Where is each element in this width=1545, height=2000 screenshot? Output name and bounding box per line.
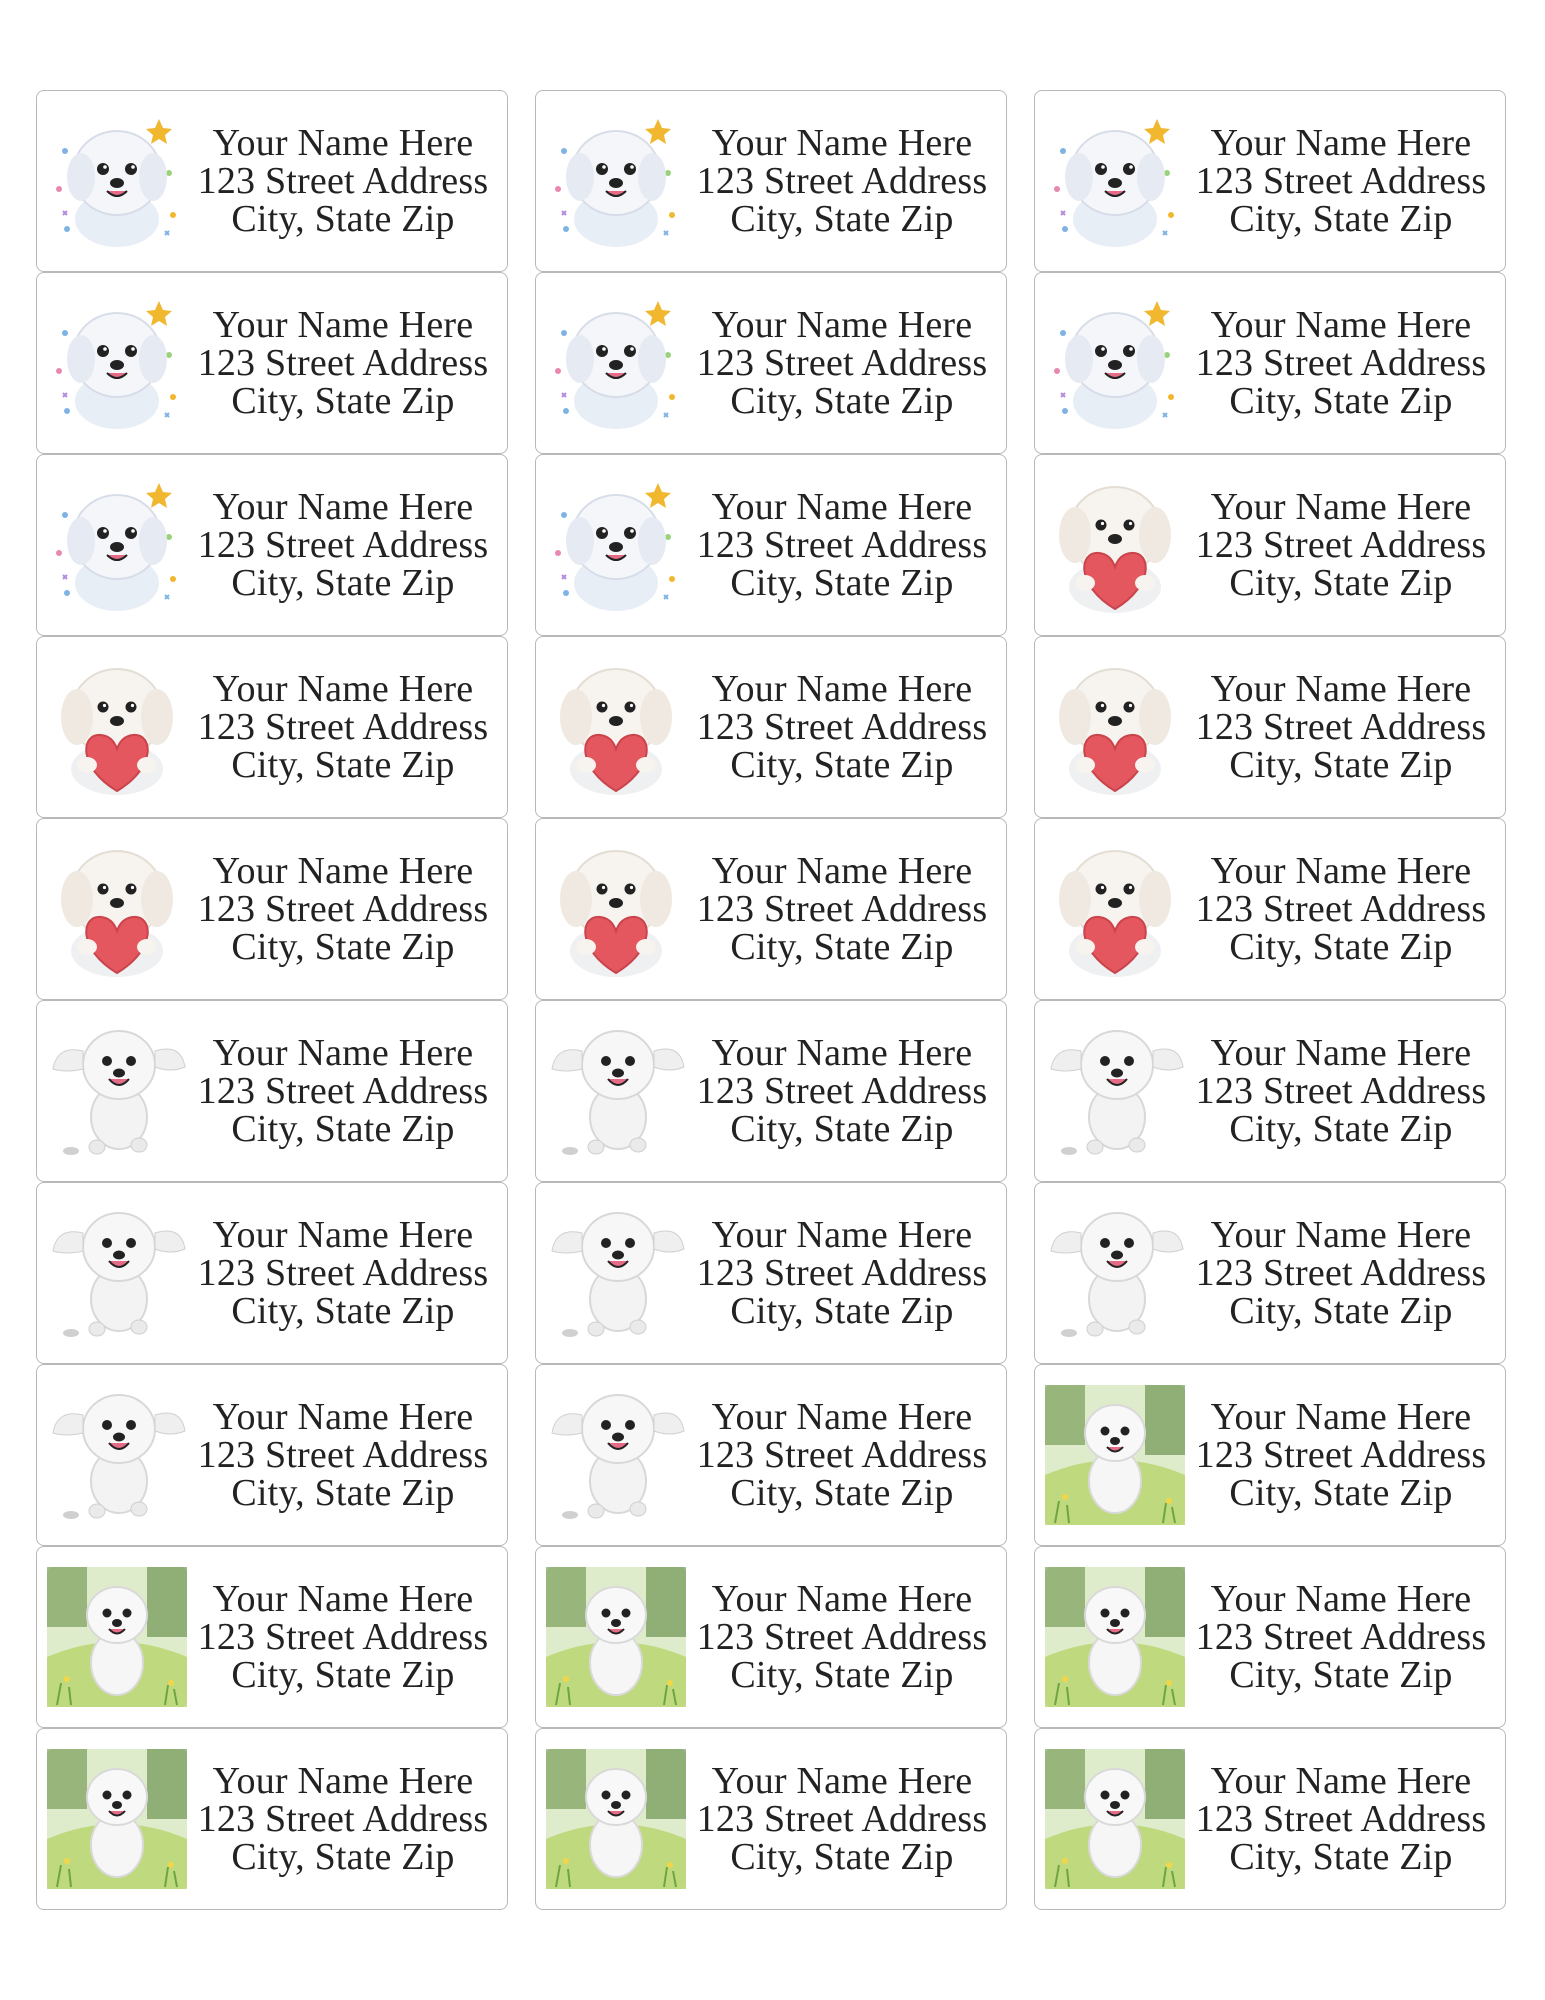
name-line: Your Name Here <box>212 668 474 710</box>
street-line: 123 Street Address <box>197 160 489 202</box>
address-label <box>1034 454 1506 636</box>
street-line: 123 Street Address <box>1195 160 1487 202</box>
name-line: Your Name Here <box>1210 1578 1472 1620</box>
name-line: Your Name Here <box>212 122 474 164</box>
city-state-zip-line: City, State Zip <box>1229 1836 1453 1878</box>
address-block <box>187 488 507 602</box>
city-state-zip-line: City, State Zip <box>730 1108 954 1150</box>
street-line: 123 Street Address <box>197 1434 489 1476</box>
name-line: Your Name Here <box>711 1032 973 1074</box>
city-state-zip-line: City, State Zip <box>1229 198 1453 240</box>
name-line: Your Name Here <box>1210 1032 1472 1074</box>
name-line: Your Name Here <box>1210 1214 1472 1256</box>
name-line: Your Name Here <box>711 486 973 528</box>
address-block <box>187 670 507 784</box>
address-block <box>1185 670 1505 784</box>
address-block <box>686 1034 1006 1148</box>
address-label <box>36 1000 508 1182</box>
address-label <box>535 90 1007 272</box>
city-state-zip-line: City, State Zip <box>231 198 455 240</box>
puppy-heart-icon <box>1045 839 1185 979</box>
puppy-confetti-icon <box>47 475 187 615</box>
name-line: Your Name Here <box>711 1760 973 1802</box>
street-line: 123 Street Address <box>1195 342 1487 384</box>
name-line: Your Name Here <box>1210 1760 1472 1802</box>
name-line: Your Name Here <box>212 304 474 346</box>
street-line: 123 Street Address <box>197 706 489 748</box>
city-state-zip-line: City, State Zip <box>730 1654 954 1696</box>
address-label <box>36 1364 508 1546</box>
city-state-zip-line: City, State Zip <box>231 1472 455 1514</box>
puppy-running-icon <box>1045 1203 1185 1343</box>
puppy-meadow-icon <box>1045 1567 1185 1707</box>
address-block <box>1185 124 1505 238</box>
puppy-heart-icon <box>1045 475 1185 615</box>
street-line: 123 Street Address <box>696 1434 988 1476</box>
street-line: 123 Street Address <box>696 1070 988 1112</box>
address-block <box>1185 488 1505 602</box>
puppy-meadow-icon <box>546 1749 686 1889</box>
city-state-zip-line: City, State Zip <box>231 562 455 604</box>
address-label <box>1034 818 1506 1000</box>
street-line: 123 Street Address <box>197 1616 489 1658</box>
address-label <box>1034 1182 1506 1364</box>
puppy-running-icon <box>47 1021 187 1161</box>
address-block <box>187 1034 507 1148</box>
city-state-zip-line: City, State Zip <box>1229 1290 1453 1332</box>
puppy-running-icon <box>47 1385 187 1525</box>
puppy-confetti-icon <box>546 475 686 615</box>
city-state-zip-line: City, State Zip <box>231 1654 455 1696</box>
city-state-zip-line: City, State Zip <box>730 380 954 422</box>
address-label <box>1034 1728 1506 1910</box>
puppy-running-icon <box>1045 1021 1185 1161</box>
name-line: Your Name Here <box>711 304 973 346</box>
puppy-running-icon <box>47 1203 187 1343</box>
street-line: 123 Street Address <box>1195 524 1487 566</box>
street-line: 123 Street Address <box>197 1070 489 1112</box>
street-line: 123 Street Address <box>696 342 988 384</box>
city-state-zip-line: City, State Zip <box>1229 380 1453 422</box>
city-state-zip-line: City, State Zip <box>1229 562 1453 604</box>
address-block <box>187 306 507 420</box>
puppy-heart-icon <box>1045 657 1185 797</box>
name-line: Your Name Here <box>212 1032 474 1074</box>
name-line: Your Name Here <box>1210 850 1472 892</box>
name-line: Your Name Here <box>1210 304 1472 346</box>
address-label <box>535 1728 1007 1910</box>
puppy-meadow-icon <box>47 1749 187 1889</box>
address-label <box>535 272 1007 454</box>
address-block <box>1185 1216 1505 1330</box>
address-label <box>36 818 508 1000</box>
puppy-running-icon <box>546 1021 686 1161</box>
city-state-zip-line: City, State Zip <box>730 1836 954 1878</box>
city-state-zip-line: City, State Zip <box>1229 1108 1453 1150</box>
address-block <box>187 1216 507 1330</box>
address-label <box>1034 272 1506 454</box>
name-line: Your Name Here <box>711 1578 973 1620</box>
name-line: Your Name Here <box>1210 122 1472 164</box>
name-line: Your Name Here <box>212 850 474 892</box>
street-line: 123 Street Address <box>696 1616 988 1658</box>
address-label <box>36 454 508 636</box>
city-state-zip-line: City, State Zip <box>730 198 954 240</box>
address-block <box>1185 1398 1505 1512</box>
name-line: Your Name Here <box>711 1214 973 1256</box>
address-label <box>535 1546 1007 1728</box>
address-block <box>1185 852 1505 966</box>
address-block <box>1185 306 1505 420</box>
name-line: Your Name Here <box>1210 1396 1472 1438</box>
puppy-confetti-icon <box>47 293 187 433</box>
address-block <box>187 1398 507 1512</box>
address-block <box>187 124 507 238</box>
puppy-running-icon <box>546 1203 686 1343</box>
street-line: 123 Street Address <box>1195 1798 1487 1840</box>
address-block <box>686 1216 1006 1330</box>
street-line: 123 Street Address <box>696 1252 988 1294</box>
address-block <box>187 852 507 966</box>
address-block <box>686 488 1006 602</box>
street-line: 123 Street Address <box>696 1798 988 1840</box>
street-line: 123 Street Address <box>197 888 489 930</box>
address-block <box>686 1762 1006 1876</box>
name-line: Your Name Here <box>212 1760 474 1802</box>
address-label <box>36 272 508 454</box>
address-label <box>535 1000 1007 1182</box>
puppy-confetti-icon <box>546 111 686 251</box>
puppy-confetti-icon <box>47 111 187 251</box>
name-line: Your Name Here <box>711 1396 973 1438</box>
puppy-meadow-icon <box>1045 1749 1185 1889</box>
puppy-meadow-icon <box>47 1567 187 1707</box>
address-label <box>36 636 508 818</box>
city-state-zip-line: City, State Zip <box>231 926 455 968</box>
name-line: Your Name Here <box>1210 486 1472 528</box>
street-line: 123 Street Address <box>197 1252 489 1294</box>
address-label <box>36 1546 508 1728</box>
street-line: 123 Street Address <box>1195 1252 1487 1294</box>
street-line: 123 Street Address <box>696 524 988 566</box>
address-block <box>187 1580 507 1694</box>
street-line: 123 Street Address <box>197 342 489 384</box>
street-line: 123 Street Address <box>1195 1434 1487 1476</box>
city-state-zip-line: City, State Zip <box>1229 926 1453 968</box>
address-label <box>535 1364 1007 1546</box>
street-line: 123 Street Address <box>1195 1616 1487 1658</box>
city-state-zip-line: City, State Zip <box>231 380 455 422</box>
address-label <box>1034 1000 1506 1182</box>
address-block <box>1185 1034 1505 1148</box>
name-line: Your Name Here <box>212 1396 474 1438</box>
street-line: 123 Street Address <box>696 706 988 748</box>
street-line: 123 Street Address <box>696 888 988 930</box>
street-line: 123 Street Address <box>197 1798 489 1840</box>
address-label <box>535 454 1007 636</box>
name-line: Your Name Here <box>1210 668 1472 710</box>
address-block <box>686 1580 1006 1694</box>
name-line: Your Name Here <box>212 1578 474 1620</box>
name-line: Your Name Here <box>212 1214 474 1256</box>
address-label <box>535 818 1007 1000</box>
city-state-zip-line: City, State Zip <box>231 744 455 786</box>
street-line: 123 Street Address <box>1195 706 1487 748</box>
address-block <box>686 124 1006 238</box>
address-block <box>1185 1580 1505 1694</box>
address-block <box>1185 1762 1505 1876</box>
city-state-zip-line: City, State Zip <box>730 926 954 968</box>
address-label <box>1034 1546 1506 1728</box>
puppy-confetti-icon <box>546 293 686 433</box>
city-state-zip-line: City, State Zip <box>231 1290 455 1332</box>
puppy-confetti-icon <box>1045 111 1185 251</box>
address-label <box>36 1182 508 1364</box>
name-line: Your Name Here <box>711 668 973 710</box>
street-line: 123 Street Address <box>1195 1070 1487 1112</box>
name-line: Your Name Here <box>212 486 474 528</box>
puppy-heart-icon <box>47 657 187 797</box>
address-label <box>36 90 508 272</box>
puppy-heart-icon <box>47 839 187 979</box>
label-sheet <box>36 90 1506 1912</box>
puppy-heart-icon <box>546 657 686 797</box>
address-block <box>686 852 1006 966</box>
address-block <box>686 670 1006 784</box>
city-state-zip-line: City, State Zip <box>231 1108 455 1150</box>
name-line: Your Name Here <box>711 850 973 892</box>
address-block <box>187 1762 507 1876</box>
address-label <box>36 1728 508 1910</box>
address-label <box>1034 636 1506 818</box>
street-line: 123 Street Address <box>1195 888 1487 930</box>
city-state-zip-line: City, State Zip <box>1229 1654 1453 1696</box>
city-state-zip-line: City, State Zip <box>1229 1472 1453 1514</box>
street-line: 123 Street Address <box>696 160 988 202</box>
city-state-zip-line: City, State Zip <box>730 1290 954 1332</box>
address-block <box>686 306 1006 420</box>
address-label <box>1034 90 1506 272</box>
puppy-running-icon <box>546 1385 686 1525</box>
address-label <box>535 636 1007 818</box>
address-label <box>535 1182 1007 1364</box>
name-line: Your Name Here <box>711 122 973 164</box>
city-state-zip-line: City, State Zip <box>730 744 954 786</box>
puppy-meadow-icon <box>1045 1385 1185 1525</box>
city-state-zip-line: City, State Zip <box>730 1472 954 1514</box>
city-state-zip-line: City, State Zip <box>1229 744 1453 786</box>
city-state-zip-line: City, State Zip <box>231 1836 455 1878</box>
street-line: 123 Street Address <box>197 524 489 566</box>
puppy-confetti-icon <box>1045 293 1185 433</box>
puppy-meadow-icon <box>546 1567 686 1707</box>
address-label <box>1034 1364 1506 1546</box>
puppy-heart-icon <box>546 839 686 979</box>
address-block <box>686 1398 1006 1512</box>
city-state-zip-line: City, State Zip <box>730 562 954 604</box>
